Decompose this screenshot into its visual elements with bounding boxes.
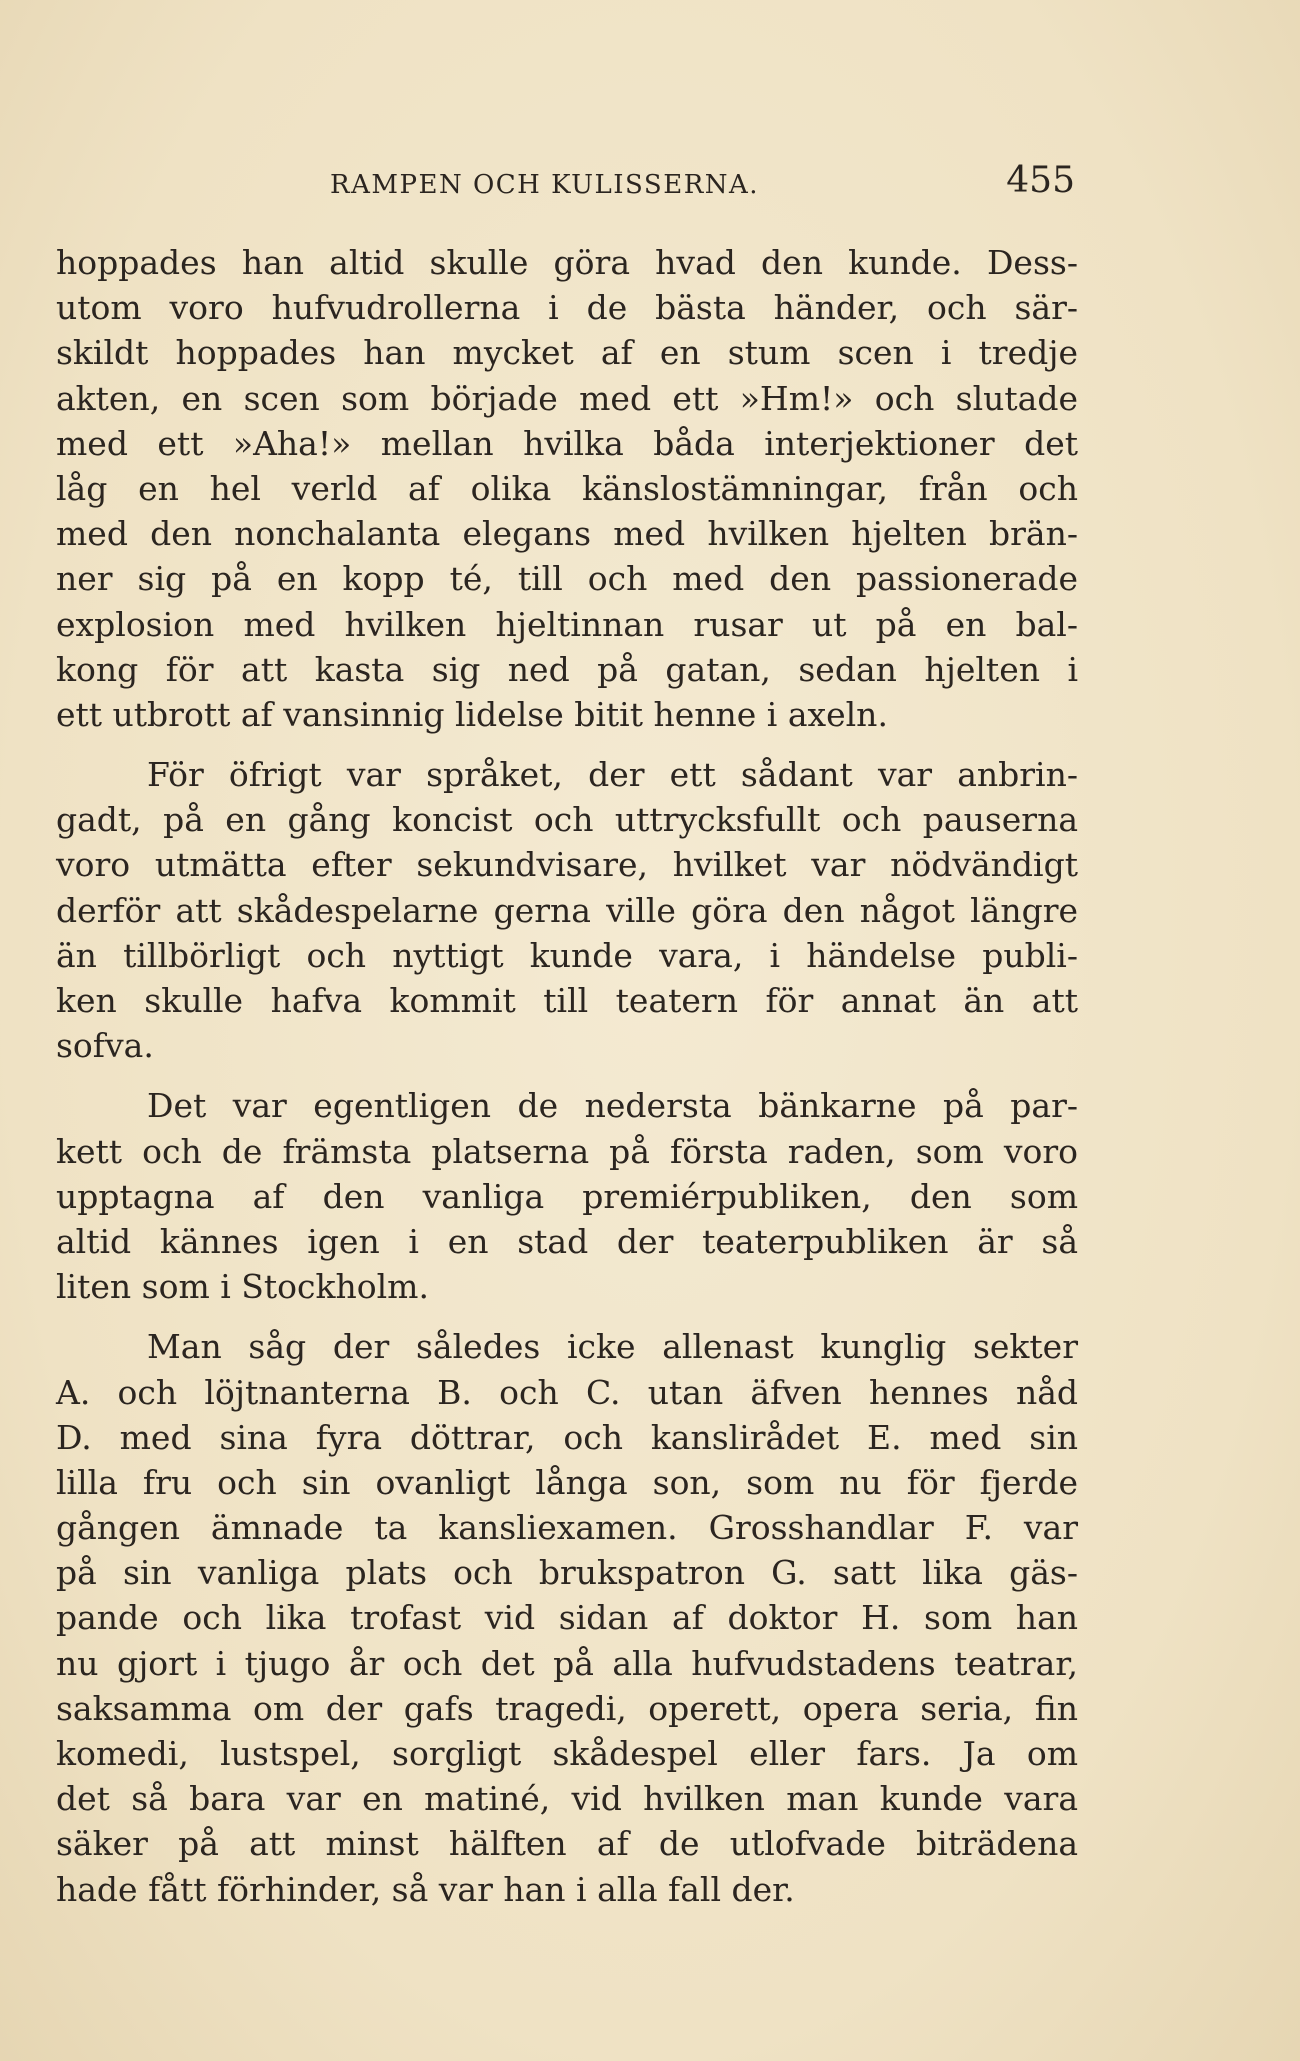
paragraph-gap — [56, 1309, 1078, 1324]
running-title: RAMPEN OCH KULISSERNA. — [330, 170, 760, 200]
paragraph-4 — [56, 1324, 1078, 1911]
paragraph-gap — [56, 1068, 1078, 1083]
page-number: 455 — [1006, 160, 1075, 201]
text-line: ner sig på en kopp té, till och med den passionerade — [56, 559, 1078, 599]
text-line: nu gjort i tjugo år och det på alla hufvudstadens teatrar, — [56, 1643, 1078, 1683]
text-line: voro utmätta efter sekundvisare, hvilket var nödvändigt — [56, 845, 1078, 885]
text-line: derför att skådespelarne gerna ville göra den något längre — [56, 890, 1078, 930]
text-line: hade fått förhinder, så var han i alla fall der. — [56, 1869, 795, 1909]
text-line: altid kännes igen i en stad der teaterpubliken är så — [56, 1221, 1078, 1261]
text-line: på sin vanliga plats och brukspatron G. satt lika gäs- — [56, 1553, 1078, 1593]
paragraph-1 — [56, 240, 1078, 737]
text-line: med ett »Aha!» mellan hvilka båda interjektioner det — [56, 423, 1078, 463]
text-line: ett utbrott af vansinnig lidelse bitit henne i axeln. — [56, 694, 888, 734]
text-line: det så bara var en matiné, vid hvilken man kunde vara — [56, 1779, 1078, 1819]
text-line: akten, en scen som började med ett »Hm!» och slutade — [56, 378, 1078, 418]
text-line: upptagna af den vanliga premiérpubliken, den som — [56, 1176, 1078, 1216]
paragraph-2 — [56, 752, 1078, 1068]
paragraph-gap — [56, 737, 1078, 752]
text-line: pande och lika trofast vid sidan af doktor H. som han — [56, 1598, 1078, 1638]
paragraph-3 — [56, 1083, 1078, 1309]
text-line: lilla fru och sin ovanligt långa son, som nu för fjerde — [56, 1462, 1078, 1502]
body-text — [56, 240, 1078, 1912]
text-line: kett och de främsta platserna på första raden, som voro — [56, 1131, 1078, 1171]
text-line: A. och löjtnanterna B. och C. utan äfven hennes nåd — [56, 1372, 1078, 1412]
text-line: låg en hel verld af olika känslostämningar, från och — [56, 468, 1078, 508]
text-line: än tillbörligt och nyttigt kunde vara, i händelse publi- — [56, 935, 1078, 975]
text-line: skildt hoppades han mycket af en stum scen i tredje — [56, 333, 1078, 373]
text-line: utom voro hufvudrollerna i de bästa händer, och sär- — [56, 288, 1078, 328]
text-line: komedi, lustspel, sorgligt skådespel eller fars. Ja om — [56, 1734, 1078, 1773]
text-line: explosion med hvilken hjeltinnan rusar ut på en bal- — [56, 604, 1078, 644]
text-line: Det var egentligen de nedersta bänkarne på par- — [147, 1086, 1078, 1126]
text-line: med den nonchalanta elegans med hvilken hjelten brän- — [56, 514, 1078, 554]
text-line: gadt, på en gång koncist och uttrycksfullt och pauserna — [56, 800, 1078, 840]
text-line: säker på att minst hälften af de utlofvade biträdena — [56, 1824, 1078, 1864]
text-line: hoppades han altid skulle göra hvad den kunde. Dess- — [56, 243, 1078, 282]
text-line: För öfrigt var språket, der ett sådant var anbrin- — [147, 755, 1078, 795]
text-line: kong för att kasta sig ned på gatan, sedan hjelten i — [56, 649, 1078, 689]
page-header — [330, 160, 1075, 210]
text-line: liten som i Stockholm. — [56, 1267, 429, 1307]
text-line: saksamma om der gafs tragedi, operett, opera seria, fin — [56, 1688, 1078, 1728]
text-line: sofva. — [56, 1026, 154, 1066]
text-line: D. med sina fyra döttrar, och kanslirådet E. med sin — [56, 1417, 1078, 1457]
text-line: gången ämnade ta kansliexamen. Grosshandlar F. var — [56, 1508, 1078, 1548]
text-line: Man såg der således icke allenast kunglig sekter — [147, 1327, 1078, 1367]
text-line: ken skulle hafva kommit till teatern för annat än att — [56, 981, 1078, 1020]
